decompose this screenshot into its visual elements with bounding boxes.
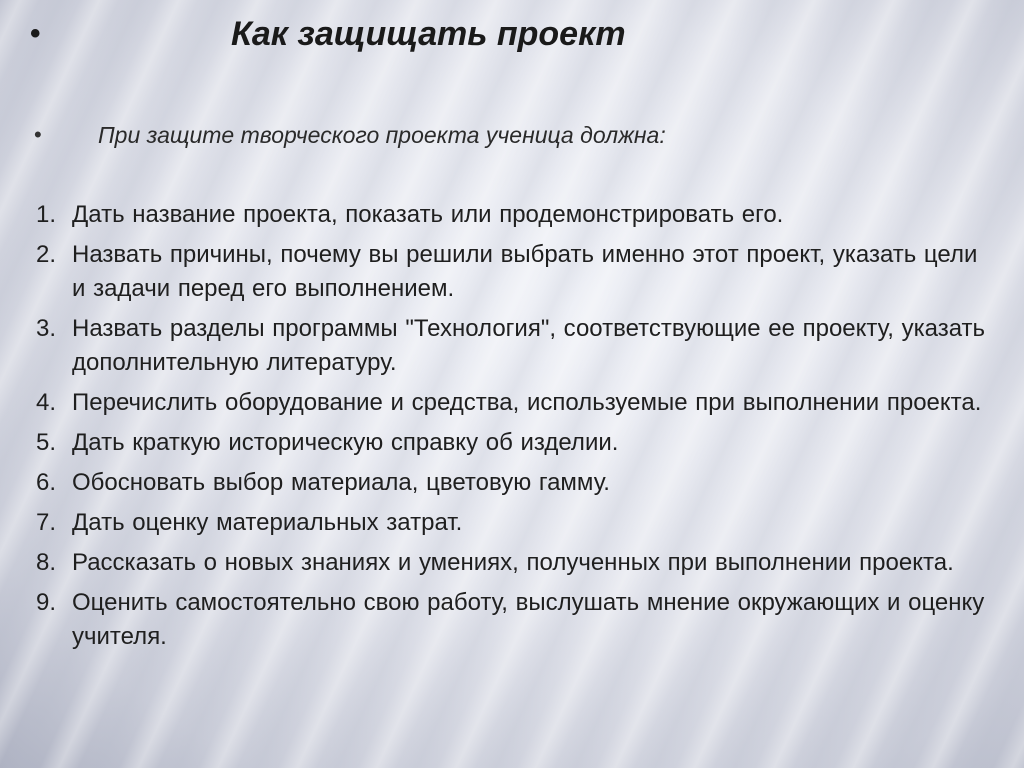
list-item-text: Рассказать о новых знаниях и умениях, полученных при выполнении проекта. [72,549,954,576]
subtitle-row [34,118,934,154]
list-item-number: 2. [36,241,57,268]
list-item-number: 3. [36,315,57,342]
list-item [36,506,996,540]
list-item-number: 6. [36,469,57,496]
list-item [36,198,996,232]
subtitle-bullet: • [34,122,42,147]
list-item-text: Оценить самостоятельно свою работу, выслушать мнение окружающих и оценку учителя. [72,589,985,650]
list-item-text: Назвать причины, почему вы решили выбрать именно этот проект, указать цели и задачи перед его выполнением. [72,241,978,302]
list-item-text: Назвать разделы программы "Технология", соответствующие ее проекту, указать дополнительную литературу. [72,315,986,376]
list-item-number: 7. [36,509,57,536]
list-item-text: Обосновать выбор материала, цветовую гамму. [72,469,610,496]
slide-title: Как защищать проект [231,15,626,53]
list-item-text: Дать краткую историческую справку об изделии. [72,429,619,456]
requirements-list [36,198,996,660]
list-item [36,546,996,580]
title-row [30,8,930,58]
list-item-number: 9. [36,589,57,616]
list-item [36,466,996,500]
list-item-text: Дать название проекта, показать или продемонстрировать его. [72,201,784,228]
list-item-number: 8. [36,549,57,576]
list-item [36,312,996,380]
slide-subtitle: При защите творческого проекта ученица должна: [98,122,666,148]
title-bullet: • [30,17,41,50]
list-item-text: Дать оценку материальных затрат. [72,509,463,536]
list-item-number: 4. [36,389,57,416]
list-item-number: 5. [36,429,57,456]
list-item [36,238,996,306]
list-item [36,426,996,460]
list-item-text: Перечислить оборудование и средства, используемые при выполнении проекта. [72,389,982,416]
list-item [36,586,996,654]
list-item-number: 1. [36,201,57,228]
list-item [36,386,996,420]
